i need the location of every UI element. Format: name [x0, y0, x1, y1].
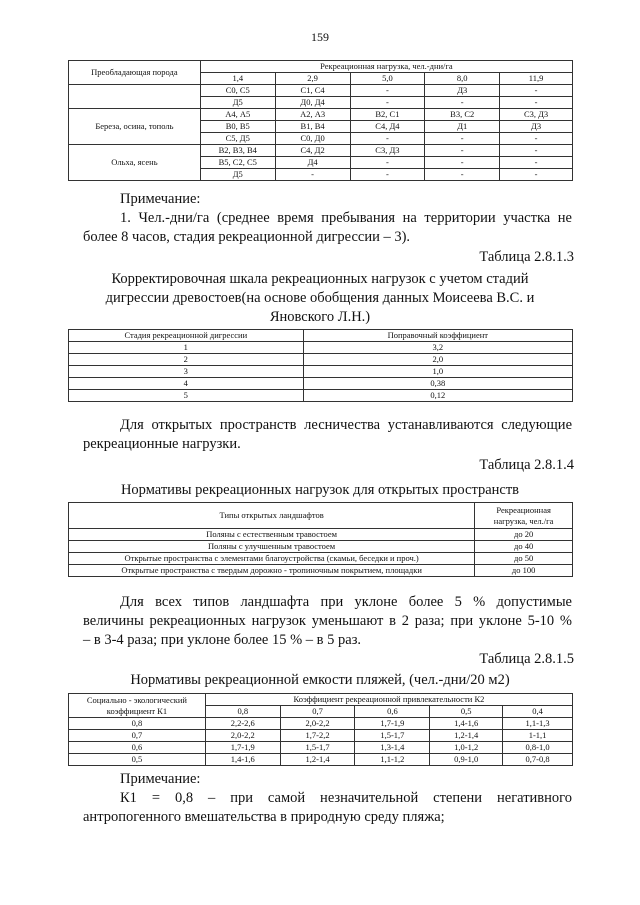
table-cell: -	[350, 133, 425, 145]
table-cell: 5	[69, 390, 304, 402]
header-k2: Коэффициент рекреационной привлекательности К2	[205, 694, 572, 706]
table-cell: до 40	[475, 541, 573, 553]
table-cell: 1,4-1,6	[205, 754, 280, 766]
k2-column-header: 0,4	[503, 706, 573, 718]
table-cell: В5, С2, С5	[200, 157, 275, 169]
table-row	[69, 145, 573, 157]
table-cell: -	[350, 97, 425, 109]
table2-title-line1: Корректировочная шкала рекреационных нагрузок с учетом стадий	[111, 271, 529, 287]
table-cell: А4, А5	[200, 109, 275, 121]
header-digression-stage: Стадия рекреационной дигрессии	[69, 330, 304, 342]
table-cell: -	[425, 133, 500, 145]
table-row	[69, 541, 573, 553]
table-cell: до 20	[475, 529, 573, 541]
table-row	[69, 390, 573, 402]
table-row	[69, 565, 573, 577]
table-cell: -	[425, 169, 500, 181]
table-cell: 1,0-1,2	[430, 742, 503, 754]
table-cell: Поляны с естественным травостоем	[69, 529, 475, 541]
table-cell: -	[275, 169, 350, 181]
table-cell: В2, С1	[350, 109, 425, 121]
header-k1-line1: Социально - экологический	[86, 694, 187, 705]
table-cell: -	[350, 169, 425, 181]
table-row	[69, 342, 573, 354]
table2-title-line2: дигрессии древостоев(на основе обобщения данных Моисеева В.С. и	[105, 290, 535, 306]
table-cell: 2,0	[303, 354, 572, 366]
table-cell: С1, С4	[275, 85, 350, 97]
table4-title: Нормативы рекреационной емкости пляжей, (чел.-дни/20 м2)	[130, 672, 510, 688]
table-row	[69, 378, 573, 390]
load-column-header: 1,4	[200, 73, 275, 85]
table-cell: С3, Д3	[350, 145, 425, 157]
table-cell: 3	[69, 366, 304, 378]
para1-line1: Для открытых пространств лесничества устанавливаются следующие	[120, 417, 572, 433]
table-cell: 1,4-1,6	[430, 718, 503, 730]
table-cell: Открытые пространства с элементами благоустройства (скамьи, беседки и проч.)	[69, 553, 475, 565]
table-cell: до 50	[475, 553, 573, 565]
table-cell: 1	[69, 342, 304, 354]
load-column-header: 11,9	[500, 73, 573, 85]
table-cell: 3,2	[303, 342, 572, 354]
table-cell: 0,9-1,0	[430, 754, 503, 766]
table-row	[69, 354, 573, 366]
header-correction-coefficient: Поправочный коэффициент	[303, 330, 572, 342]
table-cell: В1, В4	[275, 121, 350, 133]
table-cell: 0,8-1,0	[503, 742, 573, 754]
table-cell: 1,7-1,9	[355, 718, 430, 730]
table-row	[69, 109, 573, 121]
table-cell: -	[425, 97, 500, 109]
table-cell: 1,2-1,4	[430, 730, 503, 742]
table-cell: А2, А3	[275, 109, 350, 121]
table-row	[69, 529, 573, 541]
table-cell: 2,2-2,6	[205, 718, 280, 730]
table-cell: 1,7-2,2	[280, 730, 355, 742]
table-cell: -	[350, 85, 425, 97]
table-cell: -	[500, 133, 573, 145]
table-cell: 1,1-1,3	[503, 718, 573, 730]
table-cell: 0,6	[69, 742, 206, 754]
k2-column-header: 0,8	[205, 706, 280, 718]
table-cell: 0,7	[69, 730, 206, 742]
para2-line2: величины рекреационных нагрузок уменьшают в 2 раза; при уклоне 5-10 %	[83, 613, 572, 629]
table-cell: 0,12	[303, 390, 572, 402]
table2-title-line3: Яновского Л.Н.)	[269, 309, 371, 325]
note2-line1: К1 = 0,8 – при самой незначительной степени негативного	[120, 790, 572, 806]
table-row	[69, 366, 573, 378]
table-cell: В0, В5	[200, 121, 275, 133]
header-species: Преобладающая порода	[69, 61, 201, 85]
load-column-header: 2,9	[275, 73, 350, 85]
table-cell: С0, Д0	[275, 133, 350, 145]
table-cell: 2	[69, 354, 304, 366]
k2-column-header: 0,7	[280, 706, 355, 718]
table-cell: Д3	[500, 121, 573, 133]
para1-line2: рекреационные нагрузки.	[83, 436, 241, 452]
header-recreation-load-line2: нагрузка, чел./га	[493, 515, 554, 526]
header-recreation-load	[475, 503, 573, 529]
table-cell: С4, Д2	[275, 145, 350, 157]
table-cell: -	[500, 97, 573, 109]
table-cell: 0,38	[303, 378, 572, 390]
table-cell: Д3	[425, 85, 500, 97]
header-recreation-load-line1: Рекреационная	[496, 504, 551, 515]
table-cell: 4	[69, 378, 304, 390]
open-space-norms-table	[68, 502, 573, 577]
table-cell: 1,1-1,2	[355, 754, 430, 766]
k2-column-header: 0,5	[430, 706, 503, 718]
table-cell: Д4	[275, 157, 350, 169]
note2-line2: антропогенного вмешательства в природную среду пляжа;	[83, 809, 445, 825]
table-cell: 0,8	[69, 718, 206, 730]
table-cell: Поляны с улучшенным травостоем	[69, 541, 475, 553]
table-cell: 0,7-0,8	[503, 754, 573, 766]
table-cell: С0, С5	[200, 85, 275, 97]
table-cell: Д5	[200, 169, 275, 181]
table-cell: 1,3-1,4	[355, 742, 430, 754]
table-cell: Д0, Д4	[275, 97, 350, 109]
table-cell: 2,0-2,2	[280, 718, 355, 730]
note2-title: Примечание:	[120, 771, 201, 787]
para2-line1: Для всех типов ландшафта при уклоне более 5 % допустимые	[120, 594, 572, 610]
table-row	[69, 754, 573, 766]
table-cell: -	[425, 157, 500, 169]
table2-label: Таблица 2.8.1.3	[479, 249, 574, 265]
table-row	[69, 85, 573, 97]
table-cell: -	[500, 85, 573, 97]
table-cell: 1,0	[303, 366, 572, 378]
load-column-header: 8,0	[425, 73, 500, 85]
table-cell: С5, Д5	[200, 133, 275, 145]
beach-capacity-table	[68, 693, 573, 766]
table3-label: Таблица 2.8.1.4	[479, 457, 574, 473]
table-cell: 0,5	[69, 754, 206, 766]
header-k1-line2: коэффициент К1	[106, 705, 168, 716]
table4-label: Таблица 2.8.1.5	[479, 651, 574, 667]
header-landscape-types: Типы открытых ландшафтов	[69, 503, 475, 529]
species-cell	[69, 85, 201, 109]
table-cell: 1,2-1,4	[280, 754, 355, 766]
table-row	[69, 553, 573, 565]
table-cell: С3, Д3	[500, 109, 573, 121]
table-cell: -	[350, 157, 425, 169]
note1-line1: 1. Чел.-дни/га (среднее время пребывания на территории участка не	[120, 210, 572, 226]
table-cell: -	[425, 145, 500, 157]
species-cell: Ольха, ясень	[69, 145, 201, 181]
table-cell: -	[500, 145, 573, 157]
load-column-header: 5,0	[350, 73, 425, 85]
correction-scale-table	[68, 329, 573, 402]
table-cell: Д1	[425, 121, 500, 133]
species-load-table	[68, 60, 573, 181]
k2-column-header: 0,6	[355, 706, 430, 718]
table-row	[69, 742, 573, 754]
header-load: Рекреационная нагрузка, чел.-дни/га	[200, 61, 572, 73]
table-cell: 1,5-1,7	[355, 730, 430, 742]
table-cell: Открытые пространства с твердым дорожно - тропиночным покрытием, площадки	[69, 565, 475, 577]
table3-title: Нормативы рекреационных нагрузок для открытых пространств	[120, 482, 520, 498]
table-cell: Д5	[200, 97, 275, 109]
table-row	[69, 718, 573, 730]
table-cell: -	[500, 169, 573, 181]
header-k1	[69, 694, 206, 718]
para2-line3: – в 3-4 раза; при уклоне более 15 % – в 5 раз.	[83, 632, 362, 648]
table-cell: 1,5-1,7	[280, 742, 355, 754]
note1-line2: более 8 часов, стадия рекреационной дигрессии – 3).	[83, 229, 411, 245]
table-cell: до 100	[475, 565, 573, 577]
table-cell: 2,0-2,2	[205, 730, 280, 742]
table-cell: С4, Д4	[350, 121, 425, 133]
table-row	[69, 730, 573, 742]
table-cell: -	[500, 157, 573, 169]
table-cell: 1,7-1,9	[205, 742, 280, 754]
species-cell: Береза, осина, тополь	[69, 109, 201, 145]
page-number: 159	[311, 30, 329, 44]
table-cell: 1-1,1	[503, 730, 573, 742]
table-cell: В2, В3, В4	[200, 145, 275, 157]
table-cell: В3, С2	[425, 109, 500, 121]
note1-title: Примечание:	[120, 191, 201, 207]
